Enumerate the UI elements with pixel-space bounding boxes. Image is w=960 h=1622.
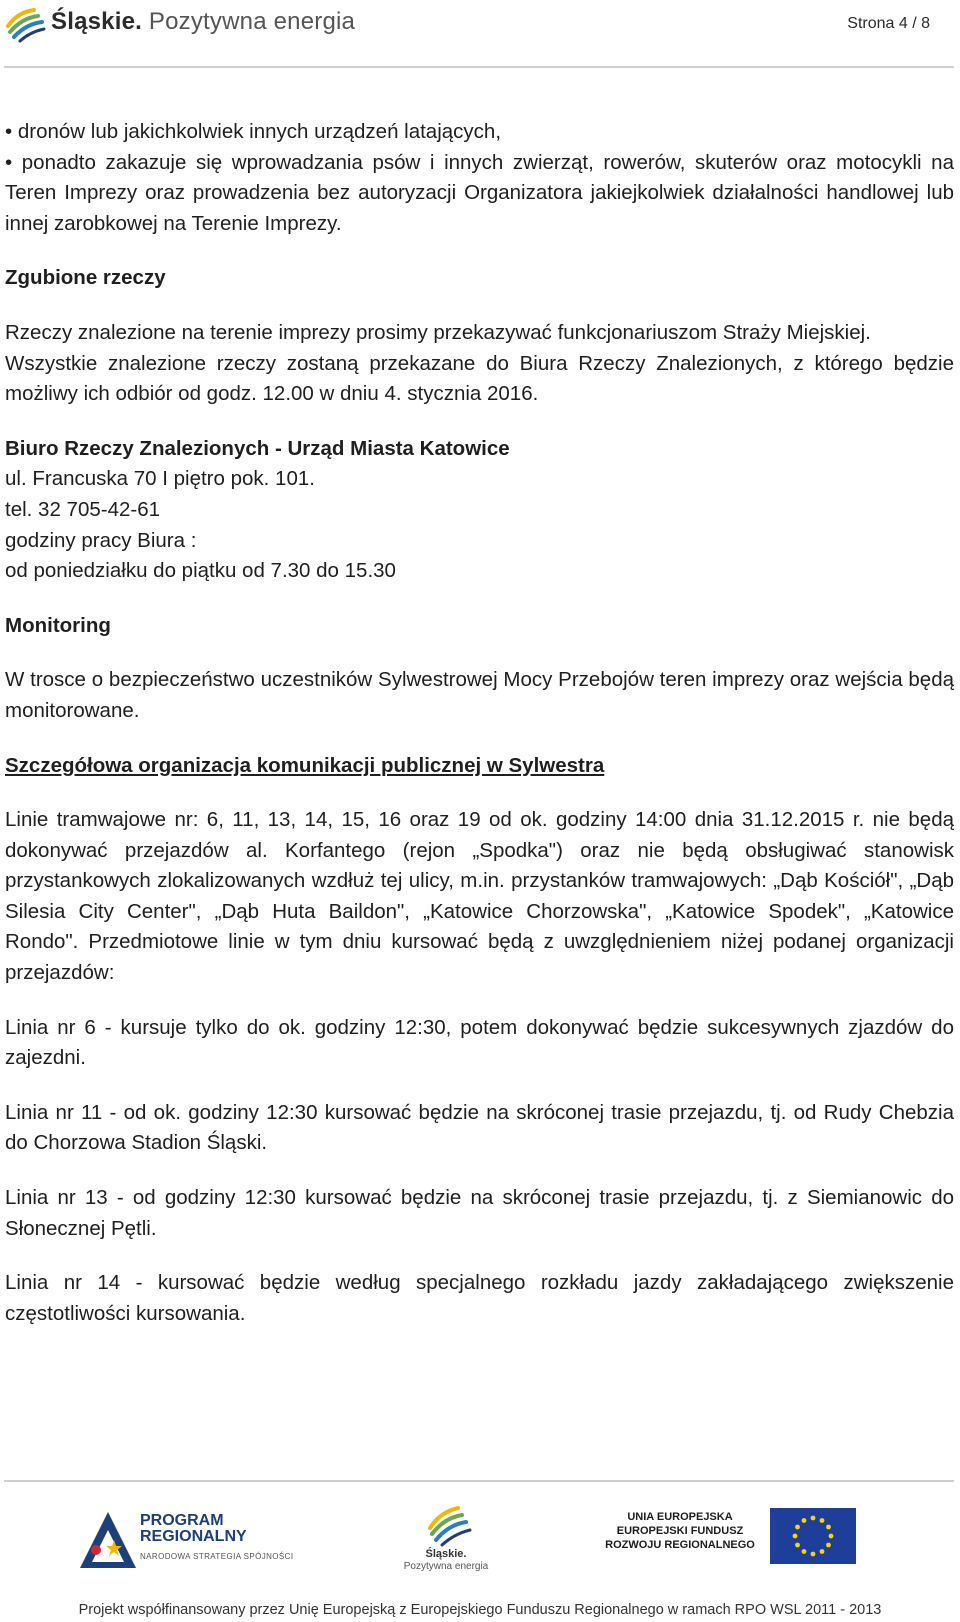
- eu-line-1: UNIA EUROPEJSKA: [627, 1511, 733, 1523]
- paragraph-line-14: Linia nr 14 - kursować będzie według specjalnego rozkładu jazdy zakładającego zwiększenie częstotliwości kursowania.: [5, 1271, 954, 1325]
- bullet-item: • dronów lub jakichkolwiek innych urządzeń latających,: [5, 120, 502, 143]
- page-counter: Strona 4 / 8: [847, 15, 930, 32]
- bullet-item: • ponadto zakazuje się wprowadzania psów i innych zwierząt, rowerów, skuterów oraz motocykli na Teren Imprezy oraz prowadzenia bez autoryzacji Organizatora jakiejkolwiek działalności handlowej lub innej zarobkowej na Terenie Imprezy.: [5, 150, 954, 235]
- office-info: [5, 434, 954, 587]
- section-heading-transport: Szczegółowa organizacja komunikacji publicznej w Sylwestra: [5, 753, 605, 777]
- page-footer: [0, 1480, 960, 1622]
- office-address: ul. Francuska 70 I piętro pok. 101.: [5, 467, 315, 491]
- document-body: [5, 117, 954, 1353]
- office-hours-label: godziny pracy Biura :: [5, 528, 197, 552]
- paragraph: Rzeczy znalezione na terenie imprezy prosimy przekazywać funkcjonariuszom Straży Miejskiej.: [5, 320, 871, 344]
- footer-divider: [4, 1480, 954, 1482]
- paragraph-line-11: Linia nr 11 - od ok. godziny 12:30 kursować będzie na skróconej trasie przejazdu, tj. od Rudy Chebzia do Chorzowa Stadion Śląski.: [5, 1100, 954, 1155]
- office-phone: tel. 32 705-42-61: [5, 497, 161, 521]
- paragraph-line-13: Linia nr 13 - od godziny 12:30 kursować będzie na skróconej trasie przejazdu, tj. z Siemianowic do Słonecznej Pętli.: [5, 1186, 954, 1240]
- paragraph: Linie tramwajowe nr: 6, 11, 13, 14, 15, 16 oraz 19 od ok. godziny 14:00 dnia 31.12.2015 r. nie będą dokonywać przejazdów al. Korfantego (rejon „Spodka") oraz nie będą obsługiwać stanowisk przystankowych zlokalizowanych wzdłuż tej ulicy, m.in. przystanków tramwajowych: „Dąb Kościół", „Dąb Silesia City Center", „Dąb Huta Baildon", „Katowice Chorzowska", „Katowice Spodek", „Katowice Rondo". Przedmiotowe linie w tym dniu kursować będą z uwzględnieniem niżej podanej organizacji przejazdów:: [5, 808, 954, 985]
- program-regionalny-text: [140, 1513, 247, 1545]
- program-regionalny-logo-icon: [78, 1510, 138, 1570]
- office-name: Biuro Rzeczy Znalezionych - Urząd Miasta Katowice: [5, 436, 510, 460]
- program-subtitle: NARODOWA STRATEGIA SPÓJNOŚCI: [140, 1552, 294, 1561]
- section-heading-monitoring: Monitoring: [5, 613, 111, 637]
- eu-line-2: EUROPEJSKI FUNDUSZ: [616, 1525, 744, 1537]
- program-line-1: PROGRAM: [140, 1512, 224, 1529]
- brand-strong: Śląskie.: [51, 8, 143, 35]
- slaskie-footer-logo-icon: [424, 1502, 472, 1548]
- eu-line-3: ROZWOJU REGIONALNEGO: [605, 1539, 755, 1551]
- header-divider: [4, 66, 954, 68]
- slaskie-footer-tagline: Pozytywna energia: [403, 1561, 489, 1572]
- office-hours: od poniedziałku do piątku od 7.30 do 15.30: [5, 559, 396, 583]
- slaskie-footer-name: Śląskie.: [425, 1548, 467, 1560]
- brand-name: [51, 8, 355, 36]
- eu-fund-text: [600, 1510, 760, 1552]
- paragraph-line-6: Linia nr 6 - kursuje tylko do ok. godziny 12:30, potem dokonywać będzie sukcesywnych zjazdów do zajezdni.: [5, 1015, 954, 1070]
- section-heading-lost-items: Zgubione rzeczy: [5, 266, 166, 290]
- program-line-2: REGIONALNY: [140, 1528, 247, 1545]
- slaskie-logo-icon: [4, 4, 46, 44]
- paragraph: Wszystkie znalezione rzeczy zostaną przekazane do Biura Rzeczy Znalezionych, z którego będzie możliwy ich odbiór od godz. 12.00 w dniu 4. stycznia 2016.: [5, 351, 954, 406]
- paragraph: W trosce o bezpieczeństwo uczestników Sylwestrowej Mocy Przebojów teren imprezy oraz wejścia będą monitorowane.: [5, 668, 954, 722]
- page-header: [0, 0, 960, 68]
- brand-tagline: Pozytywna energia: [148, 8, 356, 35]
- eu-flag-icon: [770, 1508, 856, 1564]
- cofinancing-statement: Projekt współfinansowany przez Unię Europejską z Europejskiego Funduszu Regionalnego w ramach RPO WSL 2011 - 2013: [78, 1602, 882, 1618]
